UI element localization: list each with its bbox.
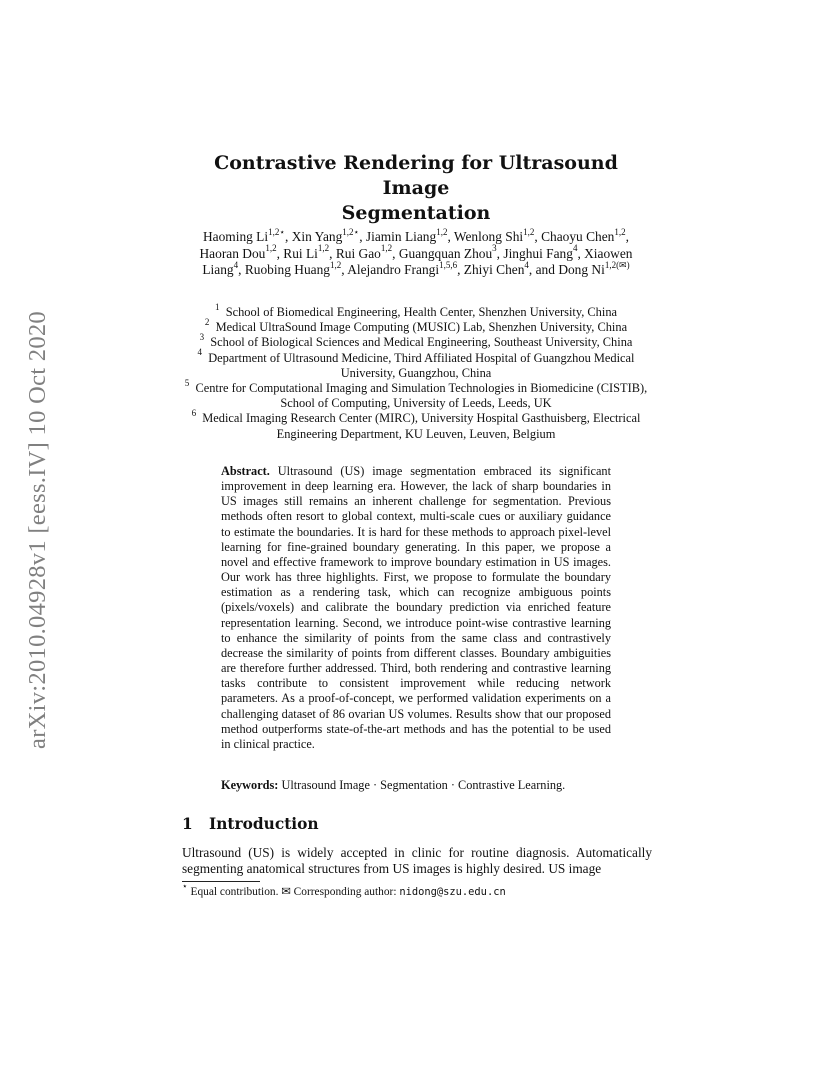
author-name: Wenlong Shi: [453, 229, 524, 244]
affiliation-text: School of Biomedical Engineering, Health Center, Shenzhen University, China: [225, 305, 618, 319]
author-separator: ,: [341, 262, 348, 277]
author-affiliation-marker: 1,2⋆: [268, 226, 285, 237]
affiliation-list: [176, 301, 656, 442]
abstract: [221, 464, 611, 752]
affiliation-number: 6: [191, 408, 197, 419]
author-affiliation-marker: 1,2(✉): [604, 259, 630, 270]
footnote-divider: [182, 881, 260, 882]
author-separator: ,: [496, 245, 504, 261]
footnote-mark: ⋆: [182, 881, 188, 892]
affiliation: [176, 377, 656, 411]
affiliation-number: 3: [199, 332, 205, 343]
author-separator: ,: [457, 262, 461, 277]
author-affiliation-marker: 1,2⋆: [342, 226, 360, 237]
affiliation: [176, 317, 656, 335]
author-name: Haoran Dou: [199, 245, 266, 261]
author-name: Dong Ni: [558, 262, 605, 277]
affiliation-number: 4: [197, 347, 203, 358]
author-separator: ,: [577, 245, 585, 261]
author-affiliation-marker: 4: [524, 259, 529, 270]
affiliation: [176, 408, 656, 441]
author-separator: ,: [447, 229, 454, 244]
author-affiliation-marker: 4: [572, 243, 578, 254]
author-affiliation-marker: 1,5,6: [439, 259, 458, 270]
affiliation-text: Department of Ultrasound Medicine, Third Affiliated Hospital of Guangzhou Medical University, Guangzhou, China: [208, 350, 635, 380]
footnote: [182, 881, 652, 899]
author-name: Ruobing Huang: [244, 262, 330, 277]
author-separator: ,: [284, 229, 292, 244]
section-number: 1: [182, 815, 193, 833]
arxiv-sidebar-stamp: [16, 0, 60, 1072]
author-name: Jinghui Fang: [503, 245, 573, 261]
introduction-paragraph: Ultrasound (US) is widely accepted in clinic for routine diagnosis. Automatically segmenting anatomical structures from US images is highly desired. US image: [182, 845, 652, 877]
author-affiliation-marker: 4: [233, 259, 239, 270]
affiliation: [176, 332, 656, 350]
author-separator: ,: [359, 229, 366, 244]
author-name: Jiamin Liang: [365, 229, 437, 244]
author-affiliation-marker: 1,2: [380, 243, 393, 254]
author-name: Xin Yang: [291, 229, 343, 244]
author-affiliation-marker: 1,2: [265, 243, 277, 254]
author-separator: ,: [392, 245, 399, 261]
author-separator: ,: [276, 245, 284, 261]
affiliation-text: Medical Imaging Research Center (MIRC), University Hospital Gasthuisberg, Electrical Engineering Department, KU Leuven, Leuven, Belgium: [202, 411, 641, 441]
author-affiliation-marker: 3: [492, 243, 497, 254]
affiliation: [176, 301, 656, 320]
author-affiliation-marker: 1,2: [436, 226, 448, 237]
section-heading-introduction: [182, 815, 319, 833]
title-line-2: Segmentation: [341, 202, 491, 224]
author-name: Chaoyu Chen: [541, 229, 615, 244]
affiliation-text: School of Biological Sciences and Medical Engineering, Southeast University, China: [210, 335, 633, 350]
abstract-text: Ultrasound (US) image segmentation embraced its significant improvement in deep learning era. However, the lack of sharp boundaries in US images still remains an inherent challenge for segmentation. Previous methods often resort to global context, multi-scale cues or auxiliary guidance to estimate the boundaries. It is hard for these methods to approach pixel-level learning for fine-grained boundary generating. In this paper, we propose a novel and effective framework to improve boundary estimation in US images. Our work has three highlights. First, we propose to formulate the boundary estimation as a rendering task, which can recognize ambiguous points (pixels/voxels) and calibrate the boundary prediction via enriched feature representation learning. Second, we introduce point-wise contrastive learning to enhance the similarity of points from the same class and contrastively decrease the similarity of points from different classes. Boundary ambiguities are therefore further addressed. Third, both rendering and contrastive learning tasks contribute to consistent improvement while reducing network parameters. As a proof-of-concept, we performed validation experiments on a challenging dataset of 86 ovarian US volumes. Results show that our proposed method outperforms state-of-the-art methods and has the potential to be used in clinical practice.: [221, 464, 611, 751]
author-name: Alejandro Frangi: [347, 262, 440, 277]
author-separator: ,: [329, 245, 336, 261]
author-name: Rui Gao: [335, 245, 381, 261]
arxiv-id: arXiv:2010.04928v1 [eess.IV] 10 Oct 2020: [24, 311, 51, 749]
paper-title: [180, 151, 652, 226]
abstract-label: Abstract.: [221, 464, 270, 478]
title-line-1: Contrastive Rendering for Ultrasound Image: [214, 152, 618, 199]
corresponding-email: nidong@szu.edu.cn: [399, 886, 506, 898]
keywords: [221, 778, 621, 793]
author-affiliation-marker: 1,2: [523, 226, 535, 237]
affiliation-number: 2: [204, 317, 210, 328]
author-separator: , and: [528, 262, 559, 277]
author-name: Haoming Li: [203, 229, 269, 244]
author-name: Zhiyi Chen: [463, 262, 525, 277]
keywords-text: Ultrasound Image · Segmentation · Contrastive Learning.: [281, 778, 566, 792]
author-affiliation-marker: 1,2: [614, 226, 626, 237]
author-separator: ,: [238, 262, 245, 277]
author-name: Xiaowen Liang: [202, 245, 633, 277]
author-separator: ,: [625, 229, 629, 244]
author-list: [186, 226, 646, 279]
keywords-label: Keywords:: [221, 778, 279, 792]
author-affiliation-marker: 1,2: [317, 243, 330, 254]
affiliation-number: 5: [184, 377, 190, 388]
affiliation-text: Medical UltraSound Image Computing (MUSIC) Lab, Shenzhen University, China: [215, 320, 628, 335]
affiliation: [176, 347, 656, 381]
author-name: Guangquan Zhou: [398, 245, 493, 261]
footnote-text: Equal contribution. ✉ Corresponding author:: [190, 886, 400, 898]
affiliation-number: 1: [214, 301, 220, 312]
author-separator: ,: [534, 229, 542, 244]
author-name: Rui Li: [283, 245, 318, 261]
section-title: Introduction: [209, 815, 319, 833]
author-affiliation-marker: 1,2: [330, 259, 342, 270]
affiliation-text: Centre for Computational Imaging and Simulation Technologies in Biomedicine (CISTIB), School of Computing, University of Leeds, Leeds, UK: [195, 381, 648, 411]
